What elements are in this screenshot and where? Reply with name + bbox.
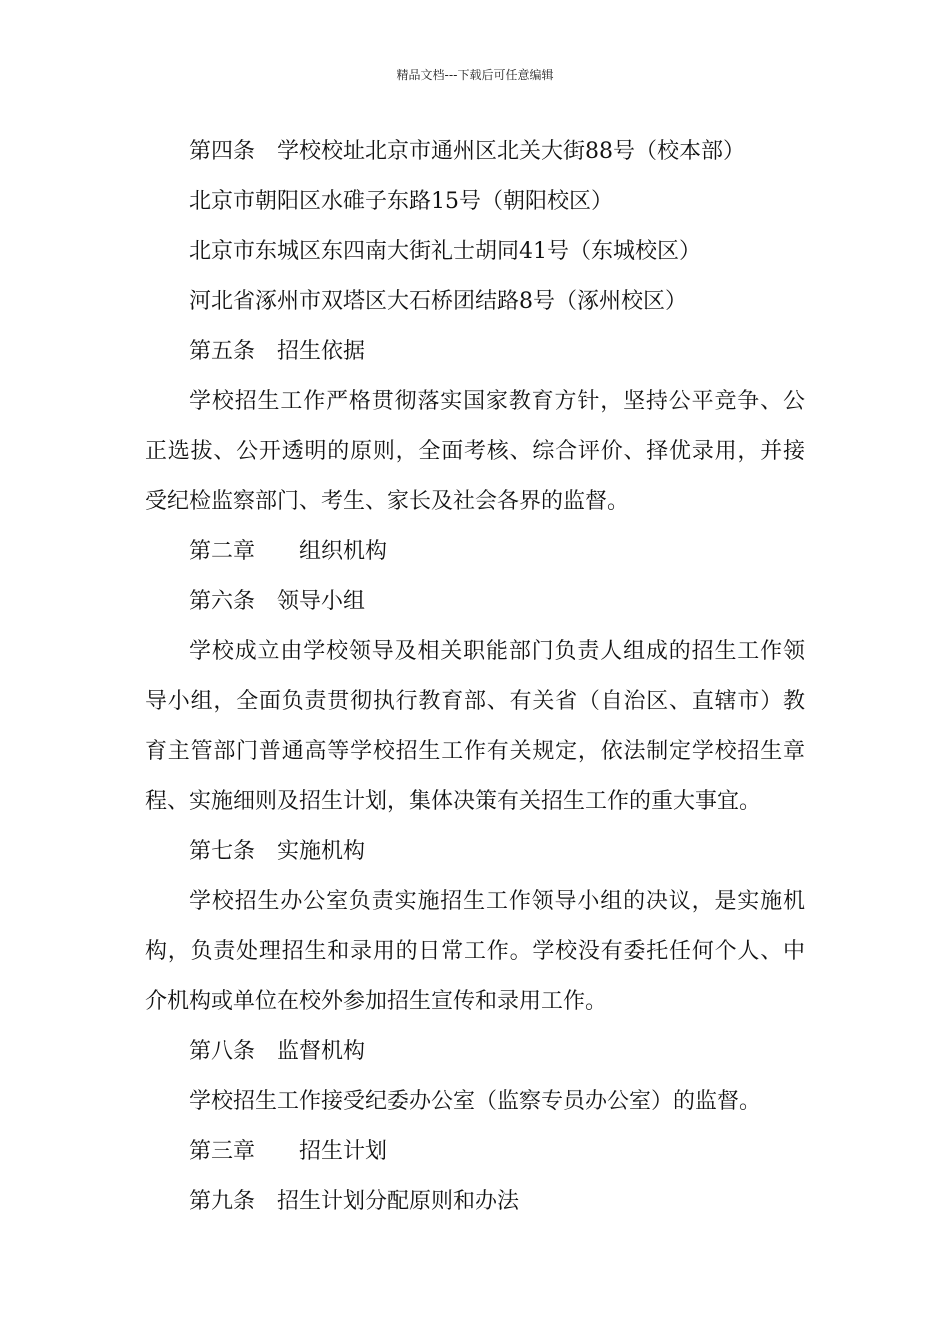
article-5-heading: 第五条 招生依据 — [189, 339, 366, 364]
article-9-heading: 第九条 招生计划分配原则和办法 — [189, 1189, 520, 1214]
article-8-heading: 第八条 监督机构 — [189, 1039, 366, 1064]
article-6-heading: 第六条 领导小组 — [189, 589, 366, 614]
paragraph-line: 构，负责处理招生和录用的日常工作。学校没有委托任何个人、中 — [145, 939, 805, 964]
paragraph-line: 学校成立由学校领导及相关职能部门负责人组成的招生工作领 — [189, 639, 805, 664]
document-body — [145, 130, 805, 1230]
article-7-heading: 第七条 实施机构 — [189, 839, 366, 864]
paragraph-line: 导小组，全面负责贯彻执行教育部、有关省（自治区、直辖市）教 — [145, 689, 805, 714]
address-chaoyang: 北京市朝阳区水碓子东路15号（朝阳校区） — [189, 189, 613, 214]
paragraph-line: 育主管部门普通高等学校招生工作有关规定，依法制定学校招生章 — [145, 739, 805, 764]
address-zhuozhou: 河北省涿州市双塔区大石桥团结路8号（涿州校区） — [189, 289, 687, 314]
paragraph-line: 学校招生工作严格贯彻落实国家教育方针，坚持公平竞争、公 — [189, 389, 805, 414]
paragraph-line: 介机构或单位在校外参加招生宣传和录用工作。 — [145, 989, 608, 1014]
paragraph-line: 学校招生工作接受纪委办公室（监察专员办公室）的监督。 — [189, 1089, 762, 1114]
chapter-3-heading: 第三章 招生计划 — [189, 1139, 388, 1164]
article-4-line: 第四条 学校校址北京市通州区北关大街88号（校本部） — [189, 139, 745, 164]
paragraph-line: 受纪检监察部门、考生、家长及社会各界的监督。 — [145, 489, 630, 514]
page-header: 精品文档---下载后可任意编辑 — [396, 68, 554, 82]
address-dongcheng: 北京市东城区东四南大街礼士胡同41号（东城校区） — [189, 239, 701, 264]
paragraph-line: 学校招生办公室负责实施招生工作领导小组的决议，是实施机 — [189, 889, 805, 914]
paragraph-line: 正选拔、公开透明的原则，全面考核、综合评价、择优录用，并接 — [145, 439, 805, 464]
paragraph-line: 程、实施细则及招生计划，集体决策有关招生工作的重大事宜。 — [145, 789, 762, 814]
chapter-2-heading: 第二章 组织机构 — [189, 539, 388, 564]
